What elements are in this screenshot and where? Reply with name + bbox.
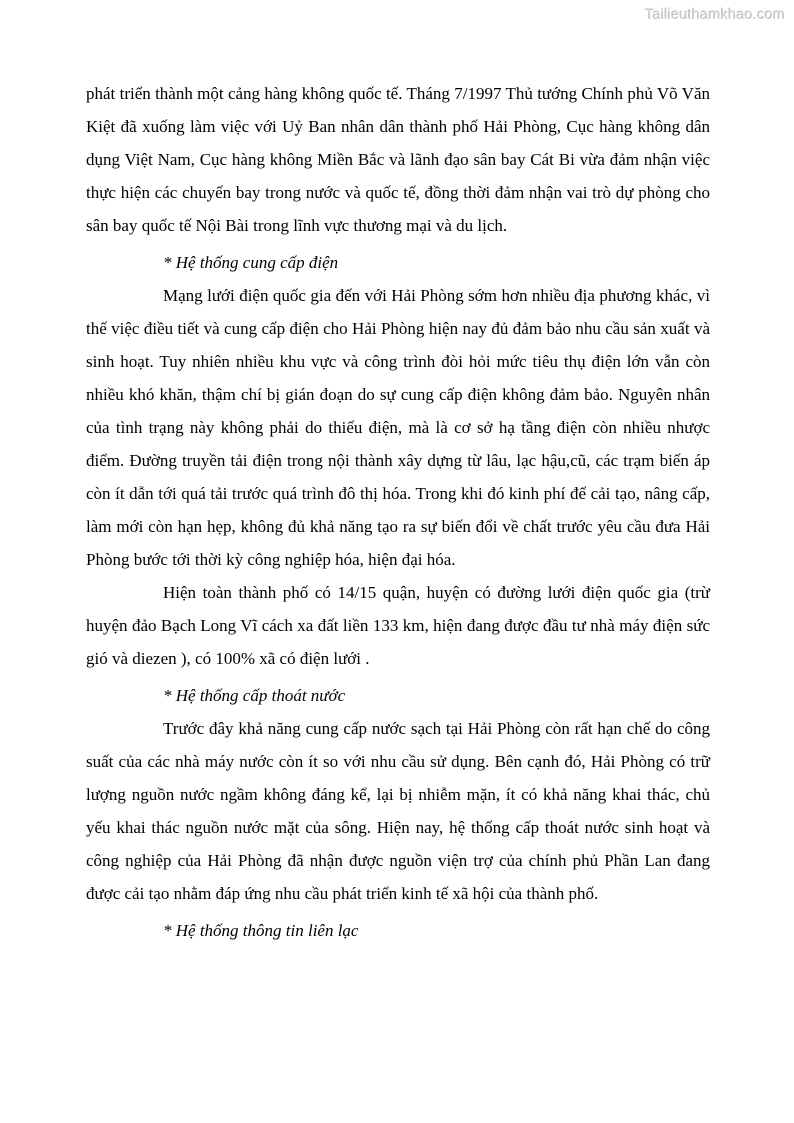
paragraph-power-coverage: Hiện toàn thành phố có 14/15 quận, huyện có đường lưới điện quốc gia (trừ huyện đảo Bạch Long Vĩ cách xa đất liền 133 km, hiện đang được đầu tư nhà máy điện sức gió và diezen ), có 100% xã có điện lưới .	[86, 583, 710, 668]
paragraph-airport-continuation: phát triển thành một cảng hàng không quốc tế. Tháng 7/1997 Thủ tướng Chính phủ Võ Văn Kiệt đã xuống làm việc với Uỷ Ban nhân dân thành phố Hải Phòng, Cục hàng không dân dụng Việt Nam, Cục hàng không Miền Bắc và lãnh đạo sân bay Cát Bi vừa đảm nhận việc thực hiện các chuyến bay trong nước và quốc tế, đồng thời đảm nhận vai trò dự phòng cho sân bay quốc tế Nội Bài trong lĩnh vực thương mại và du lịch.	[86, 84, 710, 235]
section-heading-water-supply: * Hệ thống cấp thoát nước	[163, 686, 346, 705]
watermark-tailieuthamkhao: Tailieuthamkhao.com	[644, 7, 785, 23]
document-body	[86, 77, 710, 947]
section-heading-power-supply: * Hệ thống cung cấp điện	[163, 253, 339, 272]
paragraph-power-grid: Mạng lưới điện quốc gia đến với Hải Phòng sớm hơn nhiều địa phương khác, vì thế việc điều tiết và cung cấp điện cho Hải Phòng hiện nay đủ đảm bảo nhu cầu sản xuất và sinh hoạt. Tuy nhiên nhiều khu vực và công trình đòi hỏi mức tiêu thụ điện lớn vẫn còn nhiều khó khăn, thậm chí bị gián đoạn do sự cung cấp điện không đảm bảo. Nguyên nhân của tình trạng này không phải do thiếu điện, mà là cơ sở hạ tầng điện còn nhiều nhược điểm. Đường truyền tải điện trong nội thành xây dựng từ lâu, lạc hậu,cũ, các trạm biến áp còn ít dẫn tới quá tải trước quá trình đô thị hóa. Trong khi đó kinh phí để cải tạo, nâng cấp, làm mới còn hạn hẹp, không đủ khả năng tạo ra sự biến đổi về chất trước yêu cầu đưa Hải Phòng bước tới thời kỳ công nghiệp hóa, hiện đại hóa.	[86, 286, 710, 569]
section-heading-communications: * Hệ thống thông tin liên lạc	[163, 921, 359, 940]
paragraph-water-supply: Trước đây khả năng cung cấp nước sạch tại Hải Phòng còn rất hạn chế do công suất của các nhà máy nước còn ít so với nhu cầu sử dụng. Bên cạnh đó, Hải Phòng có trữ lượng nguồn nước ngầm không đáng kể, lại bị nhiễm mặn, ít có khả năng khai thác, chủ yếu khai thác nguồn nước mặt của sông. Hiện nay, hệ thống cấp thoát nước sinh hoạt và công nghiệp của Hải Phòng đã nhận được nguồn viện trợ của chính phủ Phần Lan đang được cải tạo nhằm đáp ứng nhu cầu phát triển kinh tế xã hội của thành phố.	[86, 719, 710, 903]
